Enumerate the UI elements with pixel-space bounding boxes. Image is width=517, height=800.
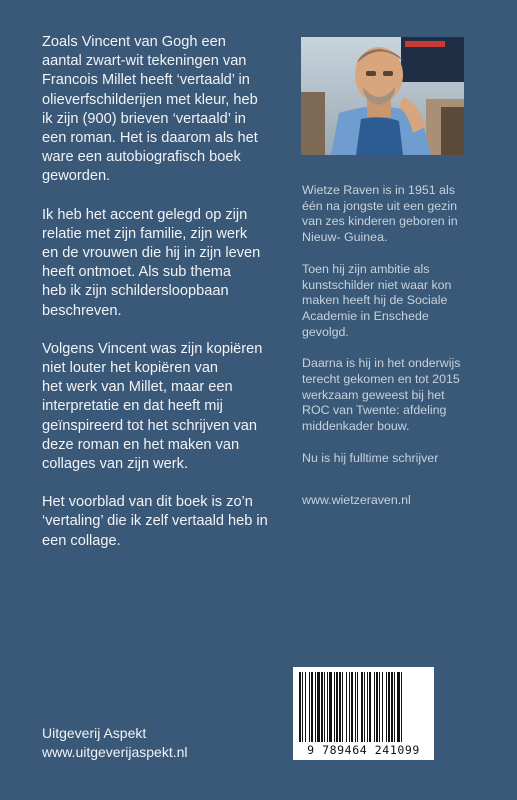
isbn-number: 9 789464 241099 xyxy=(307,743,420,757)
bio-paragraph-1: Wietze Raven is in 1951 als één na jongste uit een gezin van zes kinderen geboren in Nieuw- Guinea. xyxy=(302,183,458,245)
description-paragraph-2: Ik heb het accent gelegd op zijn relatie met zijn familie, zijn werk en de vrouwen die hij in zijn leven heeft ontmoet. Als sub thema heb ik zijn schildersloopbaan beschreven. xyxy=(42,206,261,319)
author-bio xyxy=(302,183,472,524)
author-photo xyxy=(301,37,464,155)
bio-paragraph-4: Nu is hij fulltime schrijver xyxy=(302,450,439,465)
publisher-block xyxy=(42,724,188,762)
description-paragraph-1: Zoals Vincent van Gogh een aantal zwart-wit tekeningen van Francois Millet heeft ‘vertaald’ in olieverfschilderijen met kleur, heb ik zijn (900) brieven ‘vertaald’ in een roman. Het is daarom als het ware een autobiografisch boek geworden. xyxy=(42,34,258,185)
description-paragraph-3: Volgens Vincent was zijn kopiëren niet louter het kopiëren van het werk van Millet, maar een interpretatie en dat heeft mij geïnspireerd tot het schrijven van deze roman en het maken van collages van zijn werk. xyxy=(42,340,263,473)
bio-paragraph-3: Daarna is hij in het onderwijs terecht gekomen en tot 2015 werkzaam geweest bij het ROC van Twente: afdeling middenkader bouw. xyxy=(302,356,461,434)
isbn-barcode xyxy=(293,667,434,760)
author-website: www.wietzeraven.nl xyxy=(302,492,411,507)
publisher-name: Uitgeverij Aspekt xyxy=(42,725,147,741)
description-paragraph-4: Het voorblad van dit boek is zo’n ‘vertaling’ die ik zelf vertaald heb in een collage. xyxy=(42,494,268,549)
bio-paragraph-2: Toen hij zijn ambitie als kunstschilder niet waar kon maken heeft hij de Sociale Academie in Enschede gevolgd. xyxy=(302,261,452,339)
publisher-website: www.uitgeverijaspekt.nl xyxy=(42,744,188,760)
cover-description xyxy=(42,33,277,570)
author-portrait-icon xyxy=(301,37,464,155)
